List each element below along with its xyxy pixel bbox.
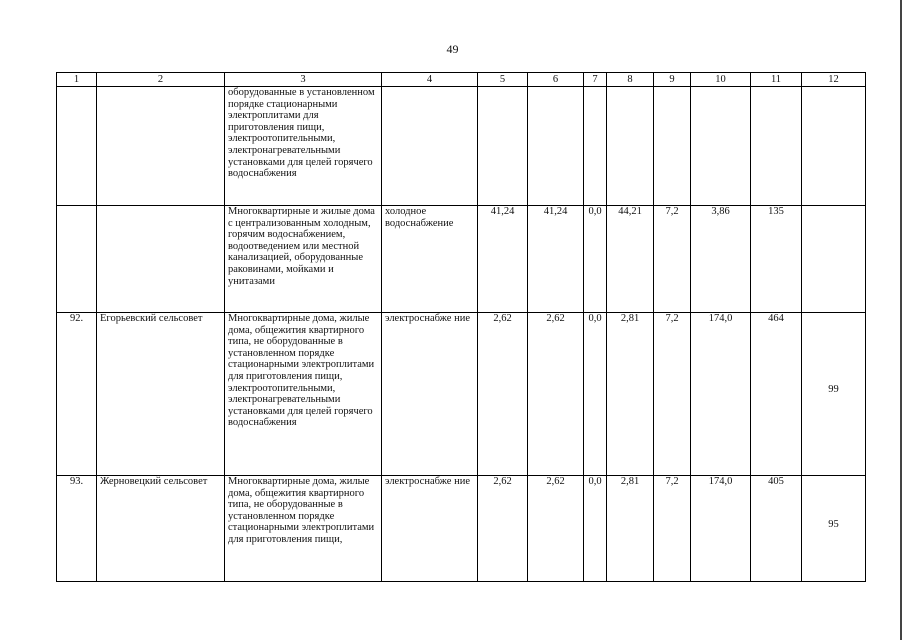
header-cell-11: 11 [751, 73, 802, 87]
housing-description: Многоквартирные дома, жилые дома, общежития квартирного типа, не оборудованные в установленном порядке стационарными электроплитами для приготовления пищи, электроотопительными, электронагревательными установками для целей горячего водоснабжения [225, 313, 382, 476]
value-col-10: 174,0 [691, 476, 751, 582]
settlement-cell: Егорьевский сельсовет [97, 313, 225, 476]
settlement-cell [97, 87, 225, 206]
value-col-6: 2,62 [528, 313, 584, 476]
value-col-6 [528, 87, 584, 206]
value-col-11: 405 [751, 476, 802, 582]
table-row [57, 87, 866, 206]
header-cell-5: 5 [478, 73, 528, 87]
header-row [57, 73, 866, 87]
value-col-9: 7,2 [654, 206, 691, 313]
housing-description: оборудованные в установленном порядке стационарными электроплитами для приготовления пищи, электроотопительными, электронагревательными установками для целей горячего водоснабжения [225, 87, 382, 206]
header-cell-8: 8 [607, 73, 654, 87]
value-col-10: 174,0 [691, 313, 751, 476]
tariff-table [56, 72, 866, 582]
value-col-12: 99 [802, 313, 866, 476]
service-type: электроснабже ние [382, 476, 478, 582]
value-col-9 [654, 87, 691, 206]
table-row [57, 313, 866, 476]
housing-description: Многоквартирные и жилые дома с централизованным холодным, горячим водоснабжением, водоотведением или местной канализацией, оборудованные раковинами, мойками и унитазами [225, 206, 382, 313]
page-edge [900, 0, 902, 640]
table-row [57, 476, 866, 582]
service-type: холодное водоснабжение [382, 206, 478, 313]
value-col-10 [691, 87, 751, 206]
table-row [57, 206, 866, 313]
value-col-7: 0,0 [584, 206, 607, 313]
header-cell-4: 4 [382, 73, 478, 87]
value-col-11: 464 [751, 313, 802, 476]
value-col-9: 7,2 [654, 476, 691, 582]
value-col-5: 41,24 [478, 206, 528, 313]
row-number-cell: 92. [57, 313, 97, 476]
value-col-8: 44,21 [607, 206, 654, 313]
value-col-8: 2,81 [607, 313, 654, 476]
value-col-7: 0,0 [584, 313, 607, 476]
header-cell-9: 9 [654, 73, 691, 87]
value-col-5: 2,62 [478, 313, 528, 476]
value-col-8 [607, 87, 654, 206]
value-col-11: 135 [751, 206, 802, 313]
value-col-6: 2,62 [528, 476, 584, 582]
page-number: 49 [446, 42, 459, 56]
header-cell-7: 7 [584, 73, 607, 87]
value-col-6: 41,24 [528, 206, 584, 313]
housing-description: Многоквартирные дома, жилые дома, общежития квартирного типа, не оборудованные в установленном порядке стационарными электроплитами для приготовления пищи, [225, 476, 382, 582]
value-col-5 [478, 87, 528, 206]
header-cell-6: 6 [528, 73, 584, 87]
header-cell-12: 12 [802, 73, 866, 87]
row-number-cell [57, 206, 97, 313]
value-col-8: 2,81 [607, 476, 654, 582]
value-col-9: 7,2 [654, 313, 691, 476]
value-col-11 [751, 87, 802, 206]
header-cell-2: 2 [97, 73, 225, 87]
value-col-12 [802, 206, 866, 313]
header-cell-10: 10 [691, 73, 751, 87]
value-col-7 [584, 87, 607, 206]
value-col-5: 2,62 [478, 476, 528, 582]
value-col-12 [802, 87, 866, 206]
value-col-10: 3,86 [691, 206, 751, 313]
row-number-cell: 93. [57, 476, 97, 582]
row-number-cell [57, 87, 97, 206]
value-col-12: 95 [802, 476, 866, 582]
header-cell-1: 1 [57, 73, 97, 87]
value-col-7: 0,0 [584, 476, 607, 582]
header-cell-3: 3 [225, 73, 382, 87]
service-type [382, 87, 478, 206]
settlement-cell [97, 206, 225, 313]
settlement-cell: Жерновецкий сельсовет [97, 476, 225, 582]
service-type: электроснабже ние [382, 313, 478, 476]
